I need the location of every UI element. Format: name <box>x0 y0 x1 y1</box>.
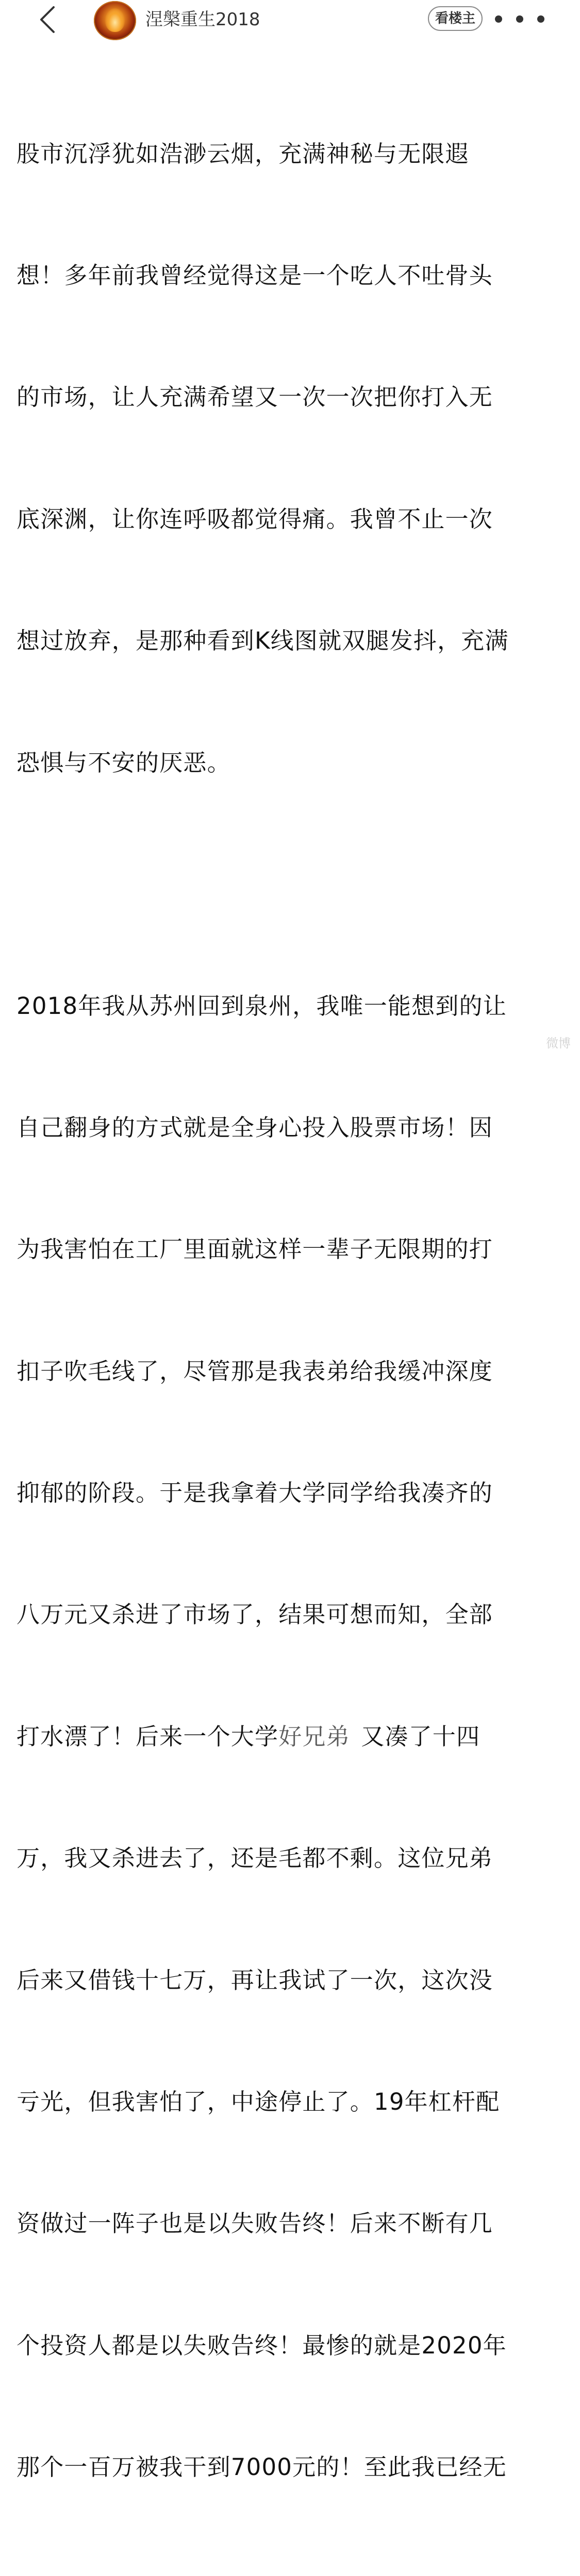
topic-link[interactable]: 好兄弟 <box>278 1722 350 1750</box>
text-line: 想过放弃，是那种看到K线图就双腿发抖，充满 <box>16 627 509 655</box>
phoenix-flame-icon <box>105 8 125 32</box>
text-line: 后来又借钱十七万，再让我试了一次，这次没 <box>16 1966 493 1994</box>
username[interactable]: 涅槃重生2018 <box>145 9 260 30</box>
paragraph-spacer <box>16 865 568 905</box>
text-line: 底深渊，让你连呼吸都觉得痛。我曾不止一次 <box>16 505 493 533</box>
more-horizontal-icon <box>516 15 523 23</box>
text-line: 想！多年前我曾经觉得这是一个吃人不吐骨头 <box>16 261 493 289</box>
text-line: 恐惧与不安的厌恶。 <box>16 749 231 776</box>
avatar[interactable] <box>94 1 136 40</box>
paragraph-1 <box>16 53 568 865</box>
text-line: 八万元又杀进了市场了，结果可想而知，全部 <box>16 1601 493 1629</box>
paragraph-2 <box>16 905 568 2576</box>
more-horizontal-icon <box>537 15 544 23</box>
text-line: 的市场，让人充满希望又一次一次把你打入无 <box>16 383 493 411</box>
watermark: 微博 <box>546 1036 571 1050</box>
back-button[interactable] <box>31 3 64 36</box>
more-options-button[interactable] <box>495 11 544 27</box>
text-line: 资做过一阵子也是以失败告终！后来不断有几 <box>16 2210 493 2238</box>
text-line: 那个一百万被我干到7000元的！至此我已经无 <box>16 2453 507 2481</box>
view-op-only-button[interactable]: 看楼主 <box>428 6 483 31</box>
text-segment: 打水漂了！后来一个大学 <box>16 1722 279 1750</box>
text-line <box>16 2569 568 2576</box>
chevron-left-icon <box>37 5 58 34</box>
text-line: 2018年我从苏州回到泉州，我唯一能想到的让 <box>16 992 507 1020</box>
text-line: 股市沉浮犹如浩渺云烟，充满神秘与无限遐 <box>16 140 469 167</box>
more-horizontal-icon <box>495 15 502 23</box>
text-line: 抑郁的阶段。于是我拿着大学同学给我凑齐的 <box>16 1479 493 1507</box>
post-body <box>16 53 568 2576</box>
text-line: 亏光，但我害怕了，中途停止了。19年杠杆配 <box>16 2088 500 2116</box>
text-segment: 又凑了十四 <box>353 1722 480 1750</box>
text-line: 个投资人都是以失败告终！最惨的就是2020年 <box>16 2331 507 2359</box>
text-line <box>16 1717 568 1757</box>
top-bar <box>0 0 580 40</box>
text-line: 自己翻身的方式就是全身心投入股票市场！因 <box>16 1113 493 1141</box>
text-line: 万，我又杀进去了，还是毛都不剩。这位兄弟 <box>16 1844 493 1872</box>
text-line: 扣子吹毛线了，尽管那是我表弟给我缓冲深度 <box>16 1357 493 1385</box>
text-line: 为我害怕在工厂里面就这样一辈子无限期的打 <box>16 1235 493 1263</box>
